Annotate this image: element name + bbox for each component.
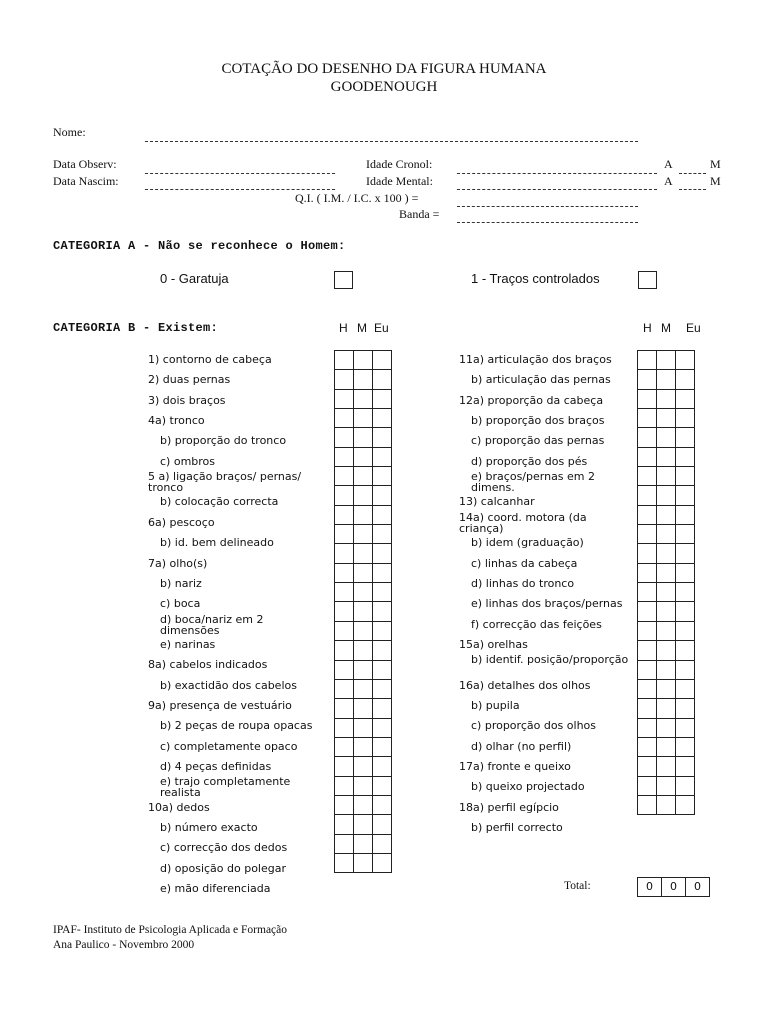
right-item: 17a) fronte e queixo xyxy=(459,760,571,773)
left-item: b) id. bem delineado xyxy=(160,536,274,550)
right-score-cell[interactable] xyxy=(638,796,657,815)
idade-mental-field[interactable] xyxy=(457,189,657,190)
left-score-cell[interactable] xyxy=(335,641,354,660)
right-item: d) olhar (no perfil) xyxy=(471,739,572,753)
left-score-cell[interactable] xyxy=(335,680,354,699)
left-score-cell[interactable] xyxy=(354,467,373,486)
right-score-cell[interactable] xyxy=(657,622,676,641)
right-item: b) idem (graduação) xyxy=(471,536,584,550)
garatuja-checkbox[interactable] xyxy=(334,271,353,289)
right-score-cell[interactable] xyxy=(638,506,657,525)
right-score-cell[interactable] xyxy=(657,506,676,525)
left-item: d) oposição do polegar xyxy=(160,861,287,875)
right-score-cell[interactable] xyxy=(676,428,695,447)
left-score-cell[interactable] xyxy=(354,699,373,718)
right-col-header-eu: Eu xyxy=(686,321,701,335)
data-observ-field[interactable] xyxy=(145,173,335,174)
right-score-cell[interactable] xyxy=(657,641,676,660)
left-score-cell[interactable] xyxy=(335,370,354,389)
left-score-cell[interactable] xyxy=(335,564,354,583)
right-score-cell[interactable] xyxy=(657,467,676,486)
right-score-cell[interactable] xyxy=(638,428,657,447)
right-score-cell[interactable] xyxy=(638,370,657,389)
right-score-cell[interactable] xyxy=(657,777,676,796)
totals-row xyxy=(637,877,710,897)
right-score-cell[interactable] xyxy=(676,583,695,602)
left-score-cell[interactable] xyxy=(373,409,392,428)
left-score-cell[interactable] xyxy=(373,428,392,447)
left-score-cell[interactable] xyxy=(335,544,354,563)
right-score-cell[interactable] xyxy=(638,448,657,467)
left-item: 10a) dedos xyxy=(148,800,210,814)
right-score-cell[interactable] xyxy=(657,738,676,757)
left-score-cell[interactable] xyxy=(354,815,373,834)
right-score-cell[interactable] xyxy=(657,390,676,409)
garatuja-label: 0 - Garatuja xyxy=(160,271,229,286)
right-score-cell[interactable] xyxy=(676,370,695,389)
left-col-header-eu: Eu xyxy=(374,321,389,335)
left-score-cell[interactable] xyxy=(373,680,392,699)
right-score-cell[interactable] xyxy=(638,544,657,563)
left-item: b) colocação correcta xyxy=(160,495,279,509)
total-h: 0 xyxy=(646,880,653,893)
left-score-cell[interactable] xyxy=(335,854,354,873)
tracos-controlados-checkbox[interactable] xyxy=(638,271,657,289)
idade-cronol-unit-m: M xyxy=(710,157,721,171)
right-score-cell[interactable] xyxy=(657,351,676,370)
left-score-grid xyxy=(334,350,392,873)
left-score-cell[interactable] xyxy=(335,390,354,409)
left-score-cell[interactable] xyxy=(354,661,373,680)
left-score-cell[interactable] xyxy=(373,525,392,544)
left-score-cell[interactable] xyxy=(354,351,373,370)
right-score-cell[interactable] xyxy=(676,622,695,641)
left-score-cell[interactable] xyxy=(335,699,354,718)
right-score-cell[interactable] xyxy=(676,351,695,370)
left-score-cell[interactable] xyxy=(354,506,373,525)
left-item: 6a) pescoço xyxy=(148,515,215,529)
right-score-cell[interactable] xyxy=(638,719,657,738)
footer-institute: IPAF- Instituto de Psicologia Aplicada e Formação xyxy=(53,924,288,936)
right-col-header-h: H xyxy=(643,321,652,335)
idade-cronol-field[interactable] xyxy=(457,173,657,174)
right-score-cell[interactable] xyxy=(676,757,695,776)
left-score-cell[interactable] xyxy=(335,796,354,815)
left-col-header-h: H xyxy=(339,321,348,335)
right-score-cell[interactable] xyxy=(657,602,676,621)
right-score-cell[interactable] xyxy=(676,390,695,409)
right-score-cell[interactable] xyxy=(676,409,695,428)
left-score-cell[interactable] xyxy=(354,390,373,409)
right-score-cell[interactable] xyxy=(638,602,657,621)
right-item: b) perfil correcto xyxy=(471,821,563,835)
right-score-cell[interactable] xyxy=(657,409,676,428)
tracos-controlados-label: 1 - Traços controlados xyxy=(471,271,600,286)
idade-mental-unit-m: M xyxy=(710,174,721,188)
right-item: b) queixo projectado xyxy=(471,780,585,794)
right-score-cell[interactable] xyxy=(657,525,676,544)
right-score-cell[interactable] xyxy=(676,738,695,757)
left-item: d) 4 peças definidas xyxy=(160,760,272,773)
left-score-cell[interactable] xyxy=(373,661,392,680)
left-item: 1) contorno de cabeça xyxy=(148,353,272,366)
right-score-cell[interactable] xyxy=(638,699,657,718)
right-score-grid xyxy=(637,350,695,815)
left-score-cell[interactable] xyxy=(335,835,354,854)
category-b-heading: CATEGORIA B - Existem: xyxy=(53,321,219,335)
left-score-cell[interactable] xyxy=(373,738,392,757)
data-observ-label: Data Observ: xyxy=(53,157,117,171)
left-score-cell[interactable] xyxy=(354,525,373,544)
left-item: c) boca xyxy=(160,597,201,611)
left-score-cell[interactable] xyxy=(373,835,392,854)
left-item: b) proporção do tronco xyxy=(160,434,287,448)
total-label: Total: xyxy=(564,880,591,892)
right-score-cell[interactable] xyxy=(676,525,695,544)
right-score-cell[interactable] xyxy=(676,777,695,796)
left-score-cell[interactable] xyxy=(373,583,392,602)
left-score-cell[interactable] xyxy=(373,622,392,641)
left-score-cell[interactable] xyxy=(354,719,373,738)
left-score-cell[interactable] xyxy=(335,467,354,486)
right-score-cell[interactable] xyxy=(638,661,657,680)
left-score-cell[interactable] xyxy=(354,602,373,621)
left-item: c) ombros xyxy=(160,454,216,468)
left-item: b) 2 peças de roupa opacas xyxy=(160,719,313,733)
idade-mental-months-field[interactable] xyxy=(679,189,706,190)
right-score-cell[interactable] xyxy=(638,351,657,370)
left-item: 2) duas pernas xyxy=(148,373,231,387)
right-score-cell[interactable] xyxy=(657,699,676,718)
left-score-cell[interactable] xyxy=(354,622,373,641)
left-score-cell[interactable] xyxy=(354,486,373,505)
total-m: 0 xyxy=(661,878,685,896)
qi-field[interactable] xyxy=(457,206,638,207)
left-score-cell[interactable] xyxy=(373,757,392,776)
left-score-cell[interactable] xyxy=(373,815,392,834)
right-item: 11a) articulação dos braços xyxy=(459,353,612,366)
right-item: 18a) perfil egípcio xyxy=(459,800,559,814)
right-item: c) proporção dos olhos xyxy=(471,719,596,733)
left-score-cell[interactable] xyxy=(354,738,373,757)
right-score-cell[interactable] xyxy=(676,564,695,583)
left-score-cell[interactable] xyxy=(373,486,392,505)
left-score-cell[interactable] xyxy=(354,835,373,854)
right-item: b) proporção dos braços xyxy=(471,414,605,428)
left-item: 3) dois braços xyxy=(148,393,226,407)
right-score-cell[interactable] xyxy=(657,564,676,583)
left-score-cell[interactable] xyxy=(373,796,392,815)
right-score-cell[interactable] xyxy=(676,699,695,718)
right-item: b) articulação das pernas xyxy=(471,373,611,387)
category-a-heading: CATEGORIA A - Não se reconhece o Homem: xyxy=(53,239,346,253)
left-item: 8a) cabelos indicados xyxy=(148,658,268,672)
right-score-cell[interactable] xyxy=(676,467,695,486)
left-score-cell[interactable] xyxy=(335,815,354,834)
right-score-cell[interactable] xyxy=(638,757,657,776)
idade-mental-unit-a: A xyxy=(664,174,673,188)
right-score-cell[interactable] xyxy=(638,738,657,757)
right-score-cell[interactable] xyxy=(638,680,657,699)
right-item: 16a) detalhes dos olhos xyxy=(459,678,591,692)
right-score-cell[interactable] xyxy=(638,583,657,602)
nome-field[interactable] xyxy=(145,141,638,142)
left-score-cell[interactable] xyxy=(354,757,373,776)
right-score-cell[interactable] xyxy=(676,796,695,815)
left-score-cell[interactable] xyxy=(335,622,354,641)
left-score-cell[interactable] xyxy=(354,796,373,815)
left-item: 7a) olho(s) xyxy=(148,556,208,570)
right-score-cell[interactable] xyxy=(676,641,695,660)
right-item: f) correcção das feições xyxy=(471,617,602,631)
left-score-cell[interactable] xyxy=(335,448,354,467)
left-score-cell[interactable] xyxy=(354,370,373,389)
left-score-cell[interactable] xyxy=(335,738,354,757)
left-score-cell[interactable] xyxy=(335,661,354,680)
left-item: e) mão diferenciada xyxy=(160,882,271,896)
right-item: 13) calcanhar xyxy=(459,495,535,509)
left-score-cell[interactable] xyxy=(354,428,373,447)
left-item: b) nariz xyxy=(160,576,202,590)
right-item: b) pupila xyxy=(471,698,520,712)
left-score-cell[interactable] xyxy=(335,525,354,544)
right-score-cell[interactable] xyxy=(657,757,676,776)
left-item: d) boca/nariz em 2 dimensões xyxy=(160,612,264,637)
idade-cronol-months-field[interactable] xyxy=(679,173,706,174)
right-item: 14a) coord. motora (da criança) xyxy=(459,510,587,535)
right-item: e) linhas dos braços/pernas xyxy=(471,597,623,611)
left-score-cell[interactable] xyxy=(373,390,392,409)
right-item: d) proporção dos pés xyxy=(471,454,588,468)
nome-label: Nome: xyxy=(53,125,86,139)
left-item: c) correcção dos dedos xyxy=(160,841,288,855)
left-score-cell[interactable] xyxy=(373,467,392,486)
left-score-cell[interactable] xyxy=(373,602,392,621)
form-subtitle: GOODENOUGH xyxy=(330,79,438,95)
banda-field[interactable] xyxy=(457,222,638,223)
idade-mental-label: Idade Mental: xyxy=(366,174,433,188)
left-score-cell[interactable] xyxy=(354,448,373,467)
right-score-cell[interactable] xyxy=(638,564,657,583)
left-item: c) completamente opaco xyxy=(160,739,298,753)
left-score-cell[interactable] xyxy=(335,777,354,796)
right-item: d) linhas do tronco xyxy=(471,576,575,590)
right-score-cell[interactable] xyxy=(657,583,676,602)
right-score-cell[interactable] xyxy=(657,544,676,563)
data-nascim-label: Data Nascim: xyxy=(53,174,119,188)
left-score-cell[interactable] xyxy=(335,602,354,621)
right-score-cell[interactable] xyxy=(638,467,657,486)
left-score-cell[interactable] xyxy=(335,428,354,447)
right-score-cell[interactable] xyxy=(657,661,676,680)
idade-cronol-unit-a: A xyxy=(664,157,673,171)
right-score-cell[interactable] xyxy=(657,486,676,505)
left-item: e) trajo completamente realista xyxy=(160,775,291,800)
qi-label: Q.I. ( I.M. / I.C. x 100 ) = xyxy=(295,191,419,205)
left-score-cell[interactable] xyxy=(335,409,354,428)
right-score-cell[interactable] xyxy=(676,506,695,525)
right-col-header-m: M xyxy=(661,321,671,335)
left-score-cell[interactable] xyxy=(354,564,373,583)
left-score-cell[interactable] xyxy=(373,854,392,873)
left-score-cell[interactable] xyxy=(354,680,373,699)
left-score-cell[interactable] xyxy=(373,544,392,563)
left-item: 5 a) ligação braços/ pernas/ tronco xyxy=(148,470,302,495)
left-item: b) número exacto xyxy=(160,821,258,835)
right-score-cell[interactable] xyxy=(657,796,676,815)
left-score-cell[interactable] xyxy=(335,583,354,602)
right-score-cell[interactable] xyxy=(638,777,657,796)
left-score-cell[interactable] xyxy=(354,777,373,796)
right-score-cell[interactable] xyxy=(676,544,695,563)
right-item: c) linhas da cabeça xyxy=(471,556,578,570)
right-score-cell[interactable] xyxy=(638,622,657,641)
right-score-cell[interactable] xyxy=(676,448,695,467)
right-score-cell[interactable] xyxy=(657,428,676,447)
left-score-cell[interactable] xyxy=(335,351,354,370)
left-score-cell[interactable] xyxy=(373,506,392,525)
left-score-cell[interactable] xyxy=(354,583,373,602)
right-score-cell[interactable] xyxy=(657,370,676,389)
left-score-cell[interactable] xyxy=(373,564,392,583)
left-score-cell[interactable] xyxy=(373,448,392,467)
right-score-cell[interactable] xyxy=(638,486,657,505)
data-nascim-field[interactable] xyxy=(145,189,335,190)
left-score-cell[interactable] xyxy=(373,351,392,370)
right-score-cell[interactable] xyxy=(657,719,676,738)
left-score-cell[interactable] xyxy=(373,641,392,660)
left-col-header-m: M xyxy=(357,321,367,335)
banda-label: Banda = xyxy=(399,207,440,221)
left-item: 9a) presença de vestuário xyxy=(148,698,292,712)
left-score-cell[interactable] xyxy=(335,757,354,776)
right-score-cell[interactable] xyxy=(676,661,695,680)
right-item: c) proporção das pernas xyxy=(471,434,605,448)
left-score-cell[interactable] xyxy=(335,506,354,525)
left-score-cell[interactable] xyxy=(354,409,373,428)
left-score-cell[interactable] xyxy=(354,544,373,563)
right-score-cell[interactable] xyxy=(676,602,695,621)
right-score-cell[interactable] xyxy=(638,390,657,409)
left-score-cell[interactable] xyxy=(373,719,392,738)
left-score-cell[interactable] xyxy=(373,370,392,389)
right-item: e) braços/pernas em 2 dimens. xyxy=(471,470,596,495)
form-title: COTAÇÃO DO DESENHO DA FIGURA HUMANA xyxy=(221,61,547,77)
left-score-cell[interactable] xyxy=(335,719,354,738)
left-score-cell[interactable] xyxy=(335,486,354,505)
left-item: 4a) tronco xyxy=(148,414,205,428)
right-item: 15a) orelhas xyxy=(459,637,528,651)
right-score-cell[interactable] xyxy=(676,719,695,738)
right-score-cell[interactable] xyxy=(638,525,657,544)
right-item: 12a) proporção da cabeça xyxy=(459,393,604,407)
left-item: e) narinas xyxy=(160,637,216,651)
total-eu: 0 xyxy=(685,878,709,896)
right-score-cell[interactable] xyxy=(657,448,676,467)
right-score-cell[interactable] xyxy=(676,486,695,505)
left-score-cell[interactable] xyxy=(354,854,373,873)
footer-author: Ana Paulico - Novembro 2000 xyxy=(53,939,195,951)
right-score-cell[interactable] xyxy=(638,641,657,660)
right-score-cell[interactable] xyxy=(638,409,657,428)
left-score-cell[interactable] xyxy=(354,641,373,660)
left-item: b) exactidão dos cabelos xyxy=(160,678,297,692)
right-item: b) identif. posição/proporção xyxy=(471,653,629,667)
right-score-cell[interactable] xyxy=(676,680,695,699)
left-score-cell[interactable] xyxy=(373,777,392,796)
right-score-cell[interactable] xyxy=(657,680,676,699)
left-score-cell[interactable] xyxy=(373,699,392,718)
idade-cronol-label: Idade Cronol: xyxy=(366,157,433,171)
